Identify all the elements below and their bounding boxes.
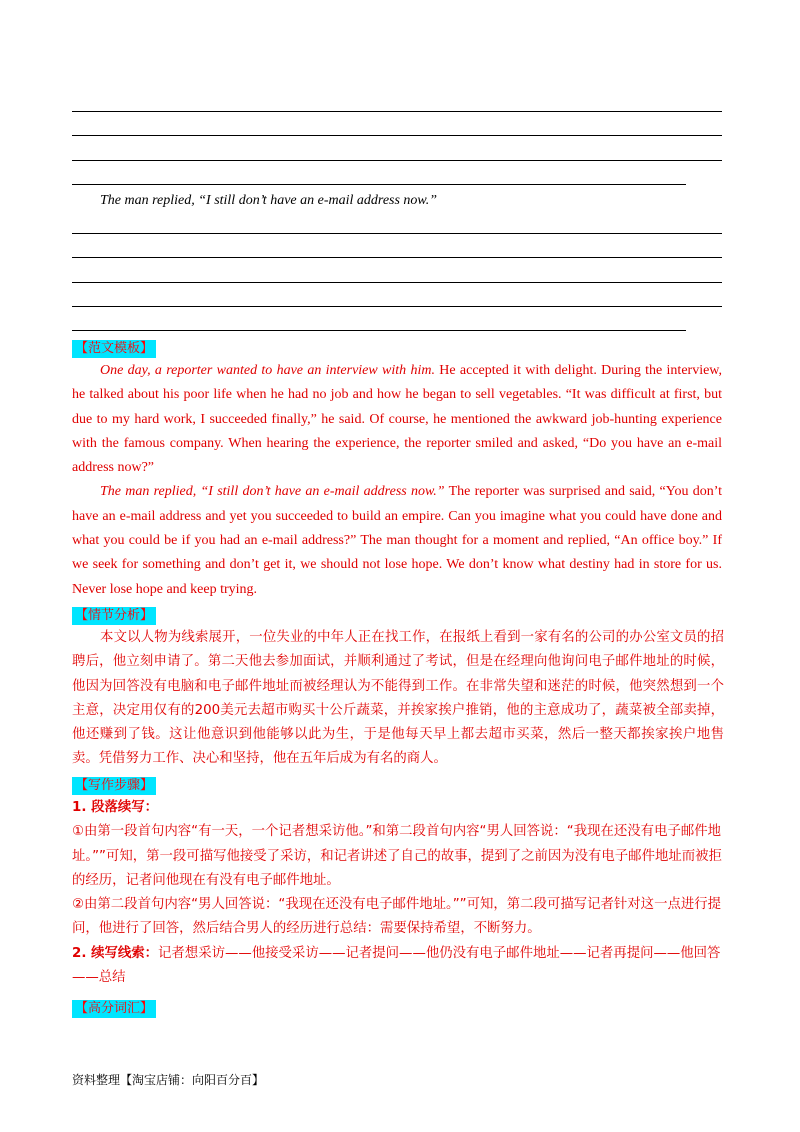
section-tag-vocab: 【高分词汇】 xyxy=(72,1000,156,1018)
essay-paragraph-2 xyxy=(72,480,722,601)
model-essay xyxy=(72,359,722,602)
step-2-title: 2. 续写线索： xyxy=(72,945,159,961)
writing-line xyxy=(72,233,722,234)
section-tag-model-essay: 【范文模板】 xyxy=(72,340,156,358)
writing-line xyxy=(72,257,722,258)
essay-p2-body: The reporter was surprised and said, “You don’t have an e-mail address and yet you succeeded to build an empire. Can you imagine what you could have done and what you could be if you had an e-mail address?” The man thought for a moment and replied, “An office boy.” If we seek for something and don’t get it, we should not lose hope. We don’t know what destiny had in store for us. Never lose hope and keep trying. xyxy=(72,484,722,597)
essay-p1-lead: One day, a reporter wanted to have an interview with him. xyxy=(100,363,435,378)
step-1-title: 1. 段落续写： xyxy=(72,800,159,815)
paragraph-prompt: The man replied, “I still don’t have an e-mail address now.” xyxy=(100,193,438,208)
step-1-point-b: ②由第二段首句内容“男人回答说：“我现在还没有电子邮件地址。””可知，第二段可描写记者针对这一点进行提问，他进行了回答，然后结合男人的经历进行总结：需要保持希望，不断努力。 xyxy=(72,897,722,937)
step-1-point-a: ①由第一段首句内容“有一天，一个记者想采访他。”和第二段首句内容“男人回答说：“我现在还没有电子邮件地址。””可知，第一段可描写他接受了采访，和记者讲述了自己的故事，提到了之前因为没有电子邮件地址而被拒的经历，记者问他现在有没有电子邮件地址。 xyxy=(72,824,722,888)
essay-paragraph-1 xyxy=(72,359,722,480)
writing-line xyxy=(72,160,722,161)
section-tag-writing-steps: 【写作步骤】 xyxy=(72,777,156,795)
plot-analysis xyxy=(72,626,724,772)
writing-line xyxy=(72,111,722,112)
writing-line xyxy=(72,135,722,136)
step-2-text: 记者想采访——他接受采访——记者提问——他仍没有电子邮件地址——记者再提问——他回答——总结 xyxy=(72,945,721,986)
writing-steps xyxy=(72,796,724,990)
essay-p1-body: He accepted it with delight. During the interview, he talked about his poor life when he had no job and how he began to sell vegetables. “It was difficult at first, but due to my hard work, I succeeded finally,” he said. Of course, he mentioned the awkward job-hunting experience with the famous company. When hearing the experience, the reporter smiled and asked, “Do you have an e-mail address now?” xyxy=(72,363,722,476)
analysis-text: 本文以人物为线索展开，一位失业的中年人正在找工作，在报纸上看到一家有名的公司的办公室文员的招聘后，他立刻申请了。第二天他去参加面试，并顺利通过了考试，但是在经理向他询问电子邮件地址的时候，他因为回答没有电脑和电子邮件地址而被经理认为不能得到工作。在非常失望和迷茫的时候，他突然想到一个主意，决定用仅有的200美元去超市购买十公斤蔬菜，并挨家挨户推销，他的主意成功了，蔬菜被全部卖掉，他还赚到了钱。这让他意识到他能够以此为生，于是他每天早上都去超市买菜，然后一整天都挨家挨户地售卖。凭借努力工作、决心和坚持，他在五年后成为有名的商人。 xyxy=(72,630,724,767)
writing-line xyxy=(72,330,686,331)
writing-line xyxy=(72,282,722,283)
writing-line xyxy=(72,306,722,307)
writing-line xyxy=(72,184,686,185)
step-2 xyxy=(72,942,724,991)
section-tag-plot-analysis: 【情节分析】 xyxy=(72,607,156,625)
essay-p2-lead: The man replied, “I still don’t have an e-mail address now.” xyxy=(100,484,445,500)
page-footer: 资料整理【淘宝店铺：向阳百分百】 xyxy=(72,1073,265,1087)
